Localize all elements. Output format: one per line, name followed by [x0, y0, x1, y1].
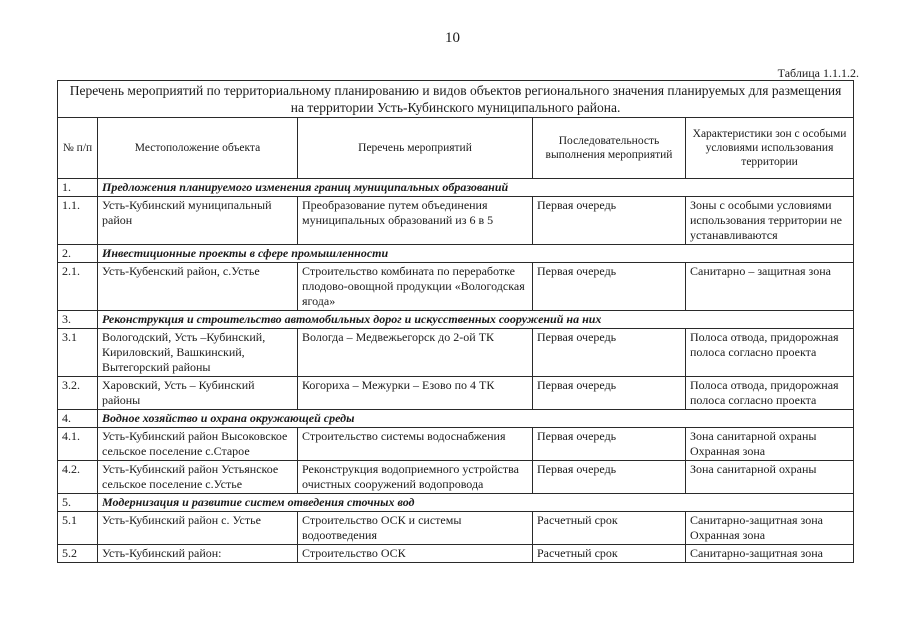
header-activities: Перечень мероприятий [298, 118, 533, 179]
row-zone: Полоса отвода, придорожная полоса согласно проекта [686, 377, 854, 410]
row-location: Усть-Кубинский район Устьянское сельское поселение с.Устье [98, 461, 298, 494]
section-row [58, 245, 854, 263]
section-title: Предложения планируемого изменения границ муниципальных образований [98, 179, 854, 197]
header-num: № п/п [58, 118, 98, 179]
row-number: 1.1. [58, 197, 98, 245]
section-number: 2. [58, 245, 98, 263]
page-number: 10 [445, 30, 460, 46]
row-location: Усть-Кубинский муниципальный район [98, 197, 298, 245]
row-location: Усть-Кубинский район: [98, 545, 298, 563]
row-activity: Строительство ОСК и системы водоотведения [298, 512, 533, 545]
row-activity: Реконструкция водоприемного устройства очистных сооружений водопровода [298, 461, 533, 494]
row-location: Усть-Кубинский район Высоковское сельское поселение с.Старое [98, 428, 298, 461]
header-sequence: Последовательность выполнения мероприятий [533, 118, 686, 179]
table-row [58, 461, 854, 494]
section-number: 3. [58, 311, 98, 329]
section-title: Реконструкция и строительство автомобильных дорог и искусственных сооружений на них [98, 311, 854, 329]
row-sequence: Первая очередь [533, 428, 686, 461]
row-zone: Санитарно-защитная зона [686, 545, 854, 563]
section-title: Инвестиционные проекты в сфере промышленности [98, 245, 854, 263]
row-number: 2.1. [58, 263, 98, 311]
table-row [58, 428, 854, 461]
table-row [58, 512, 854, 545]
row-zone: Полоса отвода, придорожная полоса согласно проекта [686, 329, 854, 377]
row-sequence: Первая очередь [533, 377, 686, 410]
table-row [58, 377, 854, 410]
row-zone: Санитарно-защитная зона Охранная зона [686, 512, 854, 545]
header-location: Местоположение объекта [98, 118, 298, 179]
table-row [58, 329, 854, 377]
section-title: Водное хозяйство и охрана окружающей среды [98, 410, 854, 428]
row-location: Усть-Кубинский район с. Устье [98, 512, 298, 545]
section-number: 5. [58, 494, 98, 512]
row-sequence: Расчетный срок [533, 545, 686, 563]
row-zone: Зоны с особыми условиями использования территории не устанавливаются [686, 197, 854, 245]
section-row [58, 179, 854, 197]
row-zone: Зона санитарной охраны Охранная зона [686, 428, 854, 461]
table-caption: Таблица 1.1.1.2. [777, 66, 859, 80]
row-number: 3.2. [58, 377, 98, 410]
row-number: 5.2 [58, 545, 98, 563]
table-row [58, 197, 854, 245]
row-activity: Преобразование путем объединения муниципальных образований из 6 в 5 [298, 197, 533, 245]
table-row [58, 263, 854, 311]
table-row [58, 545, 854, 563]
row-location: Вологодский, Усть –Кубинский, Кириловский, Вашкинский, Вытегорский районы [98, 329, 298, 377]
section-row [58, 494, 854, 512]
row-sequence: Первая очередь [533, 263, 686, 311]
table-title: Перечень мероприятий по территориальному планированию и видов объектов регионального значения планируемых для размещения на территории Усть-Кубинского муниципального района. [58, 81, 854, 118]
row-sequence: Первая очередь [533, 197, 686, 245]
row-zone: Санитарно – защитная зона [686, 263, 854, 311]
row-location: Харовский, Усть – Кубинский районы [98, 377, 298, 410]
row-activity: Строительство комбината по переработке плодово-овощной продукции «Вологодская ягода» [298, 263, 533, 311]
row-activity: Вологда – Медвежьегорск до 2-ой ТК [298, 329, 533, 377]
row-sequence: Первая очередь [533, 461, 686, 494]
section-row [58, 311, 854, 329]
row-number: 3.1 [58, 329, 98, 377]
row-location: Усть-Кубенский район, с.Устье [98, 263, 298, 311]
section-title: Модернизация и развитие систем отведения сточных вод [98, 494, 854, 512]
header-row [58, 118, 854, 179]
row-sequence: Первая очередь [533, 329, 686, 377]
section-row [58, 410, 854, 428]
row-activity: Строительство системы водоснабжения [298, 428, 533, 461]
row-number: 4.2. [58, 461, 98, 494]
header-zones: Характеристики зон с особыми условиями использования территории [686, 118, 854, 179]
section-number: 1. [58, 179, 98, 197]
row-number: 4.1. [58, 428, 98, 461]
row-sequence: Расчетный срок [533, 512, 686, 545]
row-number: 5.1 [58, 512, 98, 545]
measures-table [57, 80, 854, 563]
row-activity: Строительство ОСК [298, 545, 533, 563]
row-zone: Зона санитарной охраны [686, 461, 854, 494]
row-activity: Когориха – Межурки – Езово по 4 ТК [298, 377, 533, 410]
section-number: 4. [58, 410, 98, 428]
